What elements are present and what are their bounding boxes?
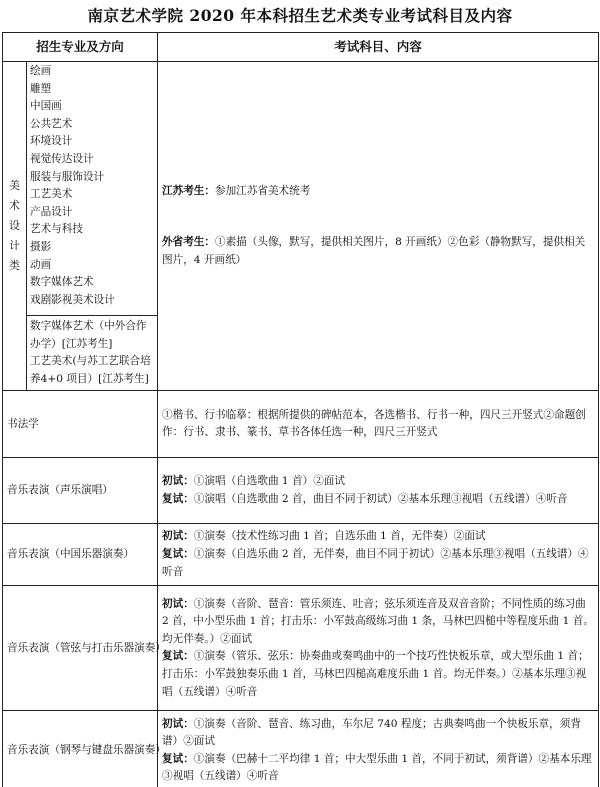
list-item: 视觉传达设计 <box>30 152 94 165</box>
exam-content: ①楷书、行书临摹：根据所提供的碑帖范本，各选楷书、行书一种，四尺三开竖式②命题创作：行书、隶书、篆书、草书各体任选一种，四尺三开竖式 <box>158 391 599 458</box>
exam-table <box>2 32 599 787</box>
art-majors-list <box>27 62 158 316</box>
table-row <box>3 458 599 524</box>
header-major: 招生专业及方向 <box>3 33 158 62</box>
jiangsu-requirement: 江苏考生：参加江苏省美术统考 <box>162 184 311 197</box>
list-item: 雕塑 <box>30 82 52 95</box>
list-item: 数字媒体艺术 <box>30 276 94 289</box>
list-item: 中国画 <box>30 100 62 113</box>
list-item: 数字媒体艺术（中外合作办学）[江苏考生] <box>30 320 147 350</box>
list-item: 服装与服饰设计 <box>30 170 105 183</box>
major-name: 音乐表演（中国乐器演奏） <box>3 524 158 586</box>
header-row <box>3 33 599 62</box>
other-province-requirement: 外省考生：①素描（头像，默写，提供相关图片，8 开画纸）②色彩（静物默写，提供相关图片，4 开画纸） <box>162 236 586 266</box>
list-item: 公共艺术 <box>30 117 73 130</box>
list-item: 工艺美术 <box>30 188 73 201</box>
table-row <box>3 391 599 458</box>
table-row <box>3 524 599 586</box>
exam-content: 初试：①演唱（自选歌曲 1 首）②面试 复试：①演唱（自选歌曲 2 首，曲目不同于初试）②基本乐理③视唱（五线谱）④听音 <box>158 458 599 524</box>
exam-content: 初试：①演奏（音阶、琶音、练习曲，车尔尼 740 程度；古典奏鸣曲一个快板乐章，须背谱）②面试 复试：①演奏（巴赫十二平均律 1 首；中大型乐曲 1 首，不同于初试，须背谱）②基本乐理③视唱（五线谱）④听音 <box>158 711 599 787</box>
table-row <box>3 586 599 711</box>
table-row <box>3 711 599 787</box>
exam-content: 初试：①演奏（音阶、琶音：管乐须连、吐音；弦乐须连音及双音音阶；不同性质的练习曲 2 首，中小型乐曲 1 首；打击乐：小军鼓高级练习曲 1 条，马林巴四槌中等程度乐曲 1 首。均无伴奏。）②面试 复试：①演奏（管乐、弦乐：协奏曲或奏鸣曲中的一个技巧性快板乐章，或大型乐曲 1 首；打击乐：小军鼓独奏乐曲 1 首，马林巴四槌高难度乐曲 1 首。均无伴奏。）②基本乐理③视唱（五线谱）④听音 <box>158 586 599 711</box>
list-item: 工艺美术(与苏工艺联合培养4+0 项目）[江苏考生] <box>30 355 151 385</box>
major-name: 音乐表演（钢琴与键盘乐器演奏） <box>3 711 158 787</box>
art-design-row <box>3 62 599 316</box>
major-name: 音乐表演（管弦与打击乐器演奏） <box>3 586 158 711</box>
page-title: 南京艺术学院 2020 年本科招生艺术类专业考试科目及内容 <box>87 6 513 25</box>
list-item: 摄影 <box>30 240 52 253</box>
list-item: 艺术与科技 <box>30 223 83 236</box>
list-item: 绘画 <box>30 65 52 77</box>
list-item: 环境设计 <box>30 135 73 148</box>
list-item: 动画 <box>30 258 52 271</box>
category-art-design: 美 术 设 计 类 <box>3 62 27 391</box>
list-item: 戏剧影视美术设计 <box>30 293 115 306</box>
list-item: 产品设计 <box>30 205 73 218</box>
major-name: 音乐表演（声乐演唱） <box>3 458 158 524</box>
art-design-content <box>158 62 599 391</box>
header-content: 考试科目、内容 <box>158 33 599 62</box>
exam-content: 初试：①演奏（技术性练习曲 1 首；自选乐曲 1 首，无伴奏）②面试 复试：①演奏（自选乐曲 2 首，无伴奏，曲目不同于初试）②基本乐理③视唱（五线谱）④听音 <box>158 524 599 586</box>
major-name: 书法学 <box>3 391 158 458</box>
coop-majors-list <box>27 316 158 391</box>
